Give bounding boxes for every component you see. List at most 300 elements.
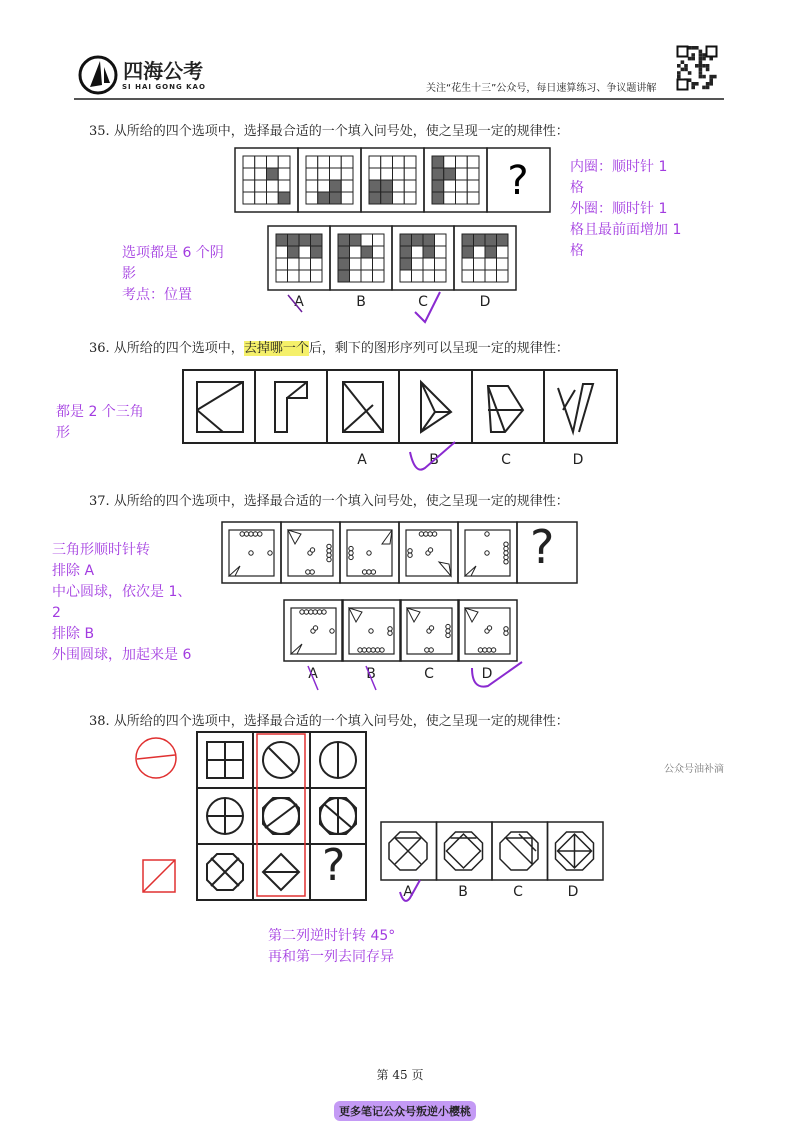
q36-figures (183, 370, 617, 444)
ball (367, 570, 371, 574)
ball (371, 648, 375, 652)
triangle (288, 530, 301, 544)
ball (249, 551, 253, 555)
grid-square (255, 180, 267, 192)
page-number: 第 45 页 (376, 1068, 424, 1082)
q38-option-label-d: D (567, 884, 579, 900)
note-line: 格 (570, 180, 584, 196)
option-shape (556, 832, 594, 870)
grid-square (400, 258, 412, 270)
grid-square (299, 270, 311, 282)
grid-square (423, 246, 435, 258)
ball (478, 648, 482, 652)
ball (313, 626, 317, 630)
grid-square (361, 258, 373, 270)
grid-square (456, 156, 468, 168)
ball (327, 557, 331, 561)
triangle (291, 644, 302, 654)
ball (349, 546, 353, 550)
grid-square (350, 258, 362, 270)
logo-sail-icon (78, 55, 118, 95)
grid-square (462, 258, 474, 270)
q35-handwritten-marks (280, 290, 480, 330)
inner-lines (506, 834, 536, 864)
grid-square (404, 192, 416, 204)
qr-module (702, 53, 706, 57)
ball (487, 648, 491, 652)
q37-note (52, 540, 191, 666)
qr-module (695, 46, 699, 50)
grid-square (255, 192, 267, 204)
ball (408, 553, 412, 557)
inner-lines (447, 834, 481, 868)
note-line: 外围圆球，加起来是 6 (52, 647, 192, 663)
watermark: 公众号油补滴 (664, 764, 724, 775)
ball (483, 648, 487, 652)
grid-square (373, 246, 385, 258)
triangle (465, 566, 476, 576)
qr-module (699, 64, 703, 68)
ball (244, 532, 248, 536)
qr-module (691, 53, 695, 57)
grid-square (278, 192, 290, 204)
grid-square (318, 192, 330, 204)
qr-module (699, 53, 703, 57)
ball (485, 532, 489, 536)
grid-square (435, 234, 447, 246)
qr-module (681, 60, 685, 64)
grid-square (435, 258, 447, 270)
grid-square (288, 270, 300, 282)
q37-option-label-d: D (481, 666, 493, 682)
qr-module (677, 71, 681, 75)
note-line: 格且最前面增加 1 (570, 222, 682, 238)
ball (317, 610, 321, 614)
q36-highlight: 去掉哪一个 (243, 341, 309, 356)
grid-square (369, 180, 381, 192)
option-shape (389, 832, 427, 870)
grid-square (393, 168, 405, 180)
grid-square (318, 180, 330, 192)
ball (258, 532, 262, 536)
ball (310, 570, 314, 574)
ball (408, 549, 412, 553)
note-line: 中心圆球，依次是 1、 (52, 584, 192, 600)
header-divider (74, 98, 724, 100)
grid-square (456, 168, 468, 180)
ball (375, 648, 379, 652)
triangle (382, 530, 392, 544)
grid-square (267, 168, 279, 180)
q38-option-figures (381, 822, 603, 882)
footer-banner: 更多笔记公众号叛逆小樱桃 (334, 1101, 476, 1121)
ball (309, 610, 313, 614)
grid-square (400, 246, 412, 258)
grid-square (311, 246, 323, 258)
grid-square (444, 192, 456, 204)
grid-square (467, 180, 479, 192)
ball (485, 551, 489, 555)
ball (429, 626, 433, 630)
q35-option-label-a: A (294, 294, 304, 310)
qr-finder (707, 47, 717, 57)
grid-square (330, 156, 342, 168)
grid-square (311, 234, 323, 246)
qr-module (677, 64, 681, 68)
ball (432, 532, 436, 536)
qr-module (702, 64, 706, 68)
qr-module (688, 71, 692, 75)
grid-square (497, 246, 509, 258)
grid-square (255, 156, 267, 168)
inner-lines (558, 834, 592, 868)
grid-square (474, 258, 486, 270)
q37-stem-figures (222, 522, 578, 584)
q37-option-label-b: B (366, 666, 376, 682)
grid-square (338, 270, 350, 282)
q38-checkmark (398, 878, 428, 908)
qr-module (713, 75, 717, 79)
grid-square (350, 234, 362, 246)
grid-square (393, 156, 405, 168)
grid-square (432, 168, 444, 180)
ball (487, 626, 491, 630)
qr-module (706, 64, 710, 68)
qr-module (684, 64, 688, 68)
qr-module (699, 57, 703, 61)
grid-square (299, 258, 311, 270)
ball (327, 544, 331, 548)
qr-module (691, 82, 695, 86)
grid-square (341, 192, 353, 204)
qr-module (702, 86, 706, 90)
qr-module (709, 82, 713, 86)
grid-square (400, 270, 412, 282)
q38-note (268, 926, 395, 968)
ball (304, 610, 308, 614)
grid-square (381, 192, 393, 204)
q38-question-mark: ? (322, 840, 346, 891)
grid-square (373, 270, 385, 282)
ball (388, 631, 392, 635)
grid-square (243, 180, 255, 192)
grid-square (456, 192, 468, 204)
grid-square (412, 234, 424, 246)
ball (504, 551, 508, 555)
grid-square (444, 168, 456, 180)
ball (380, 648, 384, 652)
q35-option-label-d: D (479, 294, 491, 310)
q36-option-label-c: C (501, 452, 511, 468)
grid-square (404, 156, 416, 168)
grid-square (278, 168, 290, 180)
grid-square (467, 156, 479, 168)
grid-square (432, 180, 444, 192)
qr-module (702, 57, 706, 61)
grid-square (474, 270, 486, 282)
ball (327, 549, 331, 553)
q38-red-circle-sketch (133, 735, 183, 785)
qr-module (684, 68, 688, 72)
grid-square (373, 258, 385, 270)
grid-square (361, 246, 373, 258)
grid-square (338, 258, 350, 270)
ball (491, 648, 495, 652)
ball (429, 648, 433, 652)
q35-option-figures (268, 226, 518, 290)
q37-question-mark: ? (530, 520, 555, 574)
grid-square (381, 168, 393, 180)
note-line: 三角形顺时针转 (52, 542, 150, 558)
qr-module (702, 75, 706, 79)
ball (349, 551, 353, 555)
ball (300, 610, 304, 614)
q36-option-label-d: D (572, 452, 584, 468)
qr-finder (678, 47, 688, 57)
grid-square (393, 180, 405, 192)
q37-option-label-c: C (424, 666, 434, 682)
qr-module (699, 71, 703, 75)
grid-square (341, 156, 353, 168)
note-line: 2 (52, 605, 61, 621)
grid-square (276, 246, 288, 258)
grid-square (412, 258, 424, 270)
ball (367, 551, 371, 555)
grid-square (497, 270, 509, 282)
grid-square (278, 156, 290, 168)
ball (306, 570, 310, 574)
q35-note-left (122, 243, 224, 306)
grid-square (330, 168, 342, 180)
option-shape (500, 832, 538, 870)
ball (424, 532, 428, 536)
qr-module (699, 68, 703, 72)
qr-module (706, 86, 710, 90)
q37-option-label-a: A (308, 666, 318, 682)
grid-square (306, 168, 318, 180)
q38-option-label-a: A (403, 884, 413, 900)
ball (322, 610, 326, 614)
qr-module (695, 82, 699, 86)
question-38-text: 38. 从所给的四个选项中，选择最合适的一个填入问号处，使之呈现一定的规律性： (89, 714, 569, 729)
ball (446, 624, 450, 628)
grid-square (330, 180, 342, 192)
grid-square (338, 246, 350, 258)
grid-square (432, 192, 444, 204)
grid-square (299, 234, 311, 246)
note-line: 内圈：顺时针 1 (570, 159, 668, 175)
q36-text-part: 36. 从所给的四个选项中， (89, 341, 244, 356)
grid-square (341, 168, 353, 180)
grid-square (485, 270, 497, 282)
note-line: 再和第一列去同存异 (268, 949, 394, 965)
note-line: 都是 2 个三角 (56, 404, 144, 420)
grid-square (381, 156, 393, 168)
grid-square (432, 156, 444, 168)
grid-square (497, 258, 509, 270)
note-line: 外圈：顺时针 1 (570, 201, 668, 217)
q36-option-label-a: A (357, 452, 367, 468)
qr-module (706, 82, 710, 86)
question-37-text: 37. 从所给的四个选项中，选择最合适的一个填入问号处，使之呈现一定的规律性： (89, 494, 569, 509)
inner-lines (395, 838, 421, 864)
grid-square (243, 156, 255, 168)
note-line: 排除 A (52, 563, 95, 579)
ball (504, 627, 508, 631)
q36-note (56, 402, 144, 444)
grid-square (485, 234, 497, 246)
grid-square (423, 270, 435, 282)
note-line: 选项都是 6 个阴 (122, 245, 224, 261)
qr-module (699, 75, 703, 79)
grid-square (338, 234, 350, 246)
grid-square (306, 192, 318, 204)
grid-square (462, 270, 474, 282)
grid-square (318, 156, 330, 168)
ball (310, 548, 314, 552)
grid-square (412, 246, 424, 258)
ball (425, 648, 429, 652)
note-line: 形 (56, 425, 70, 441)
q36-option-label-b: B (429, 452, 439, 468)
grid-square (423, 258, 435, 270)
ball (504, 542, 508, 546)
logo-text: 四海公考 (123, 58, 204, 83)
grid-square (306, 156, 318, 168)
grid-square (462, 234, 474, 246)
grid-square (369, 168, 381, 180)
grid-square (306, 180, 318, 192)
question-mark: ? (507, 158, 529, 204)
grid-square (341, 180, 353, 192)
grid-square (311, 258, 323, 270)
grid-square (267, 180, 279, 192)
ball (362, 648, 366, 652)
grid-square (369, 192, 381, 204)
qr-code-icon (677, 46, 717, 90)
grid-square (276, 234, 288, 246)
grid-square (350, 270, 362, 282)
question-35-text: 35. 从所给的四个选项中，选择最合适的一个填入问号处，使之呈现一定的规律性： (89, 124, 569, 139)
grid-square (288, 234, 300, 246)
ball (428, 532, 432, 536)
ball (388, 627, 392, 631)
q37-handwritten-marks (300, 662, 530, 692)
ball (330, 629, 334, 633)
grid-square (288, 246, 300, 258)
grid-square (404, 168, 416, 180)
ball (504, 555, 508, 559)
logo (78, 55, 206, 95)
grid-square (288, 258, 300, 270)
q36-checkmark (405, 440, 465, 480)
grid-square (381, 180, 393, 192)
grid-square (276, 270, 288, 282)
qr-module (695, 64, 699, 68)
grid-square (412, 270, 424, 282)
grid-square (330, 192, 342, 204)
triangle (465, 608, 478, 622)
grid-square (474, 246, 486, 258)
ball (419, 532, 423, 536)
grid-square (474, 234, 486, 246)
grid-square (278, 180, 290, 192)
grid-square (435, 246, 447, 258)
grid-square (369, 156, 381, 168)
grid-square (435, 270, 447, 282)
q35-option-label-c: C (418, 294, 428, 310)
ball (349, 555, 353, 559)
ball (327, 553, 331, 557)
q38-option-label-b: B (458, 884, 468, 900)
qr-module (681, 68, 685, 72)
logo-subtext: SI HAI GONG KAO (122, 83, 206, 91)
qr-module (691, 57, 695, 61)
grid-square (404, 180, 416, 192)
ball (313, 610, 317, 614)
note-line: 第二列逆时针转 45° (268, 928, 396, 944)
ball (428, 548, 432, 552)
grid-square (299, 246, 311, 258)
ball (369, 629, 373, 633)
ball (358, 648, 362, 652)
qr-module (691, 46, 695, 50)
grid-square (267, 192, 279, 204)
question-36-text (89, 337, 569, 356)
ball (268, 551, 272, 555)
grid-square (350, 246, 362, 258)
qr-module (677, 75, 681, 79)
qr-module (709, 78, 713, 82)
q35-stem-figures (235, 148, 551, 214)
note-line: 排除 B (52, 626, 95, 642)
triangle (229, 566, 240, 576)
ball (504, 560, 508, 564)
grid-square (243, 192, 255, 204)
ball (253, 532, 257, 536)
ball (367, 648, 371, 652)
grid-square (444, 180, 456, 192)
note-line: 格 (570, 243, 584, 259)
grid-square (485, 246, 497, 258)
qr-module (699, 50, 703, 54)
q36-text-part: 后，剩下的图形序列可以呈现一定的规律性： (308, 341, 569, 356)
option-shape (445, 832, 483, 870)
grid-square (373, 234, 385, 246)
ball (249, 532, 253, 536)
grid-square (467, 192, 479, 204)
grid-square (276, 258, 288, 270)
grid-square (497, 234, 509, 246)
grid-square (400, 234, 412, 246)
grid-square (255, 168, 267, 180)
grid-square (361, 270, 373, 282)
qr-finder (678, 80, 688, 90)
grid-square (361, 234, 373, 246)
grid-square (318, 168, 330, 180)
qr-module (709, 75, 713, 79)
ball (504, 546, 508, 550)
ball (240, 532, 244, 536)
q35-note-right (570, 157, 681, 262)
triangle (439, 562, 451, 576)
grid-square (267, 156, 279, 168)
note-line: 影 (122, 266, 136, 282)
ball (362, 570, 366, 574)
qr-module (706, 68, 710, 72)
triangle (349, 608, 362, 622)
grid-square (243, 168, 255, 180)
